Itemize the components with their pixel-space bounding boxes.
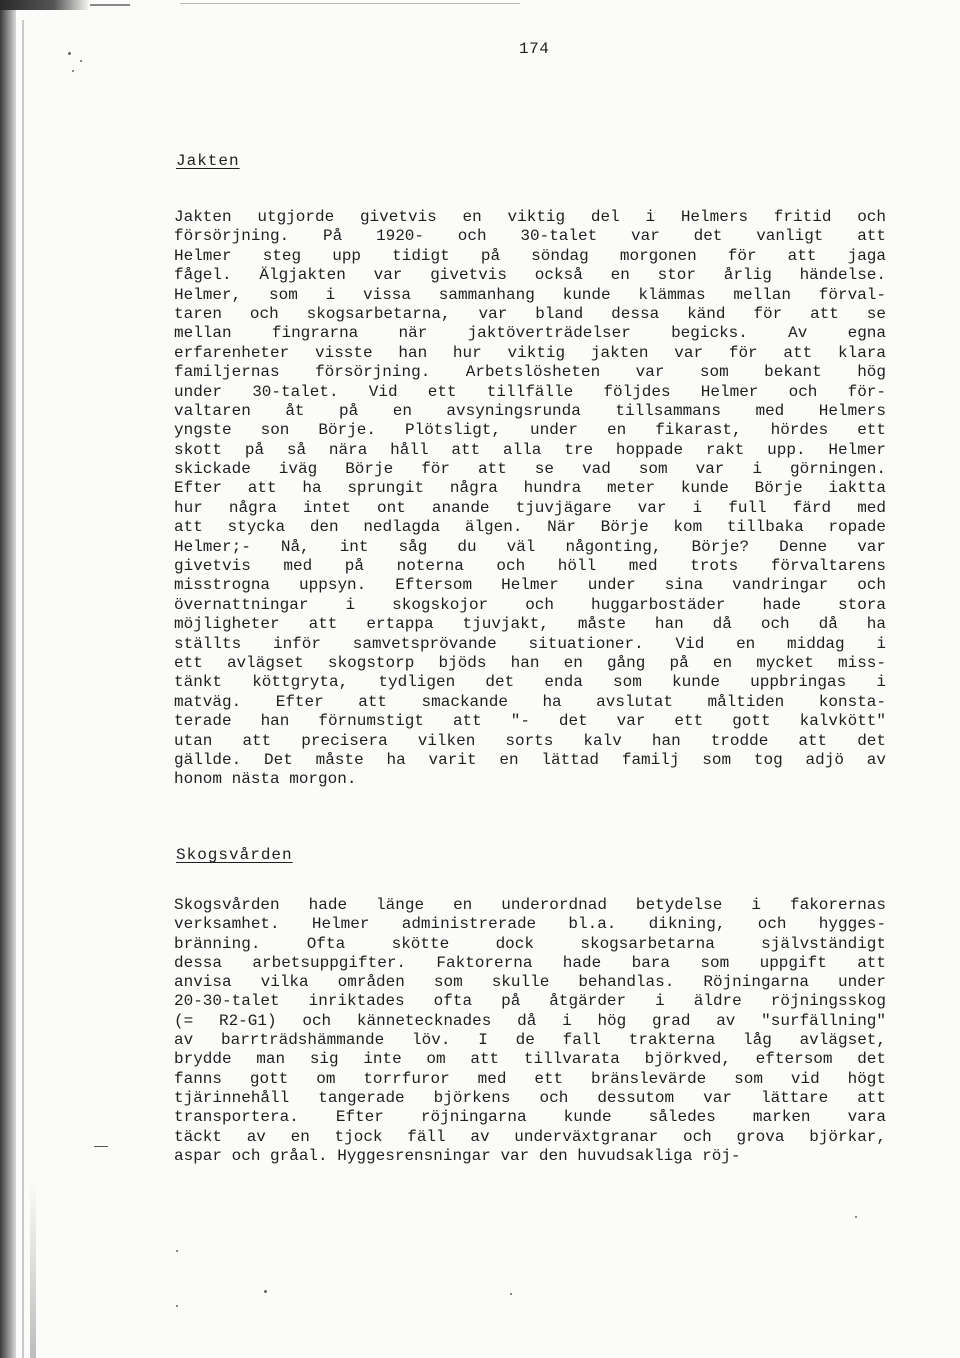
text-line: familjernas försörjning. Arbetslösheten var som bekant hög (174, 363, 886, 382)
scan-speck (510, 1293, 512, 1295)
section-body-skogsvarden (174, 896, 886, 1166)
text-line: hur några intet ont anande tjuvjägare var i full färd med (174, 498, 886, 517)
text-line: fågel. Älgjakten var givetvis också en stor årlig händelse. (174, 266, 886, 285)
scan-speck (176, 1305, 178, 1307)
text-line: Skogsvården hade länge en underordnad betydelse i fakorernas (174, 896, 886, 914)
text-line: matväg. Efter att smackande ha avslutat måltiden konsta- (174, 692, 886, 711)
section-heading-skogsvarden: Skogsvården (176, 846, 293, 864)
text-line: 20-30-talet inriktades ofta på åtgärder i äldre röjningsskog (174, 992, 886, 1011)
text-line: att stycka den nedlagda älgen. När Börje kom tillbaka ropade (174, 518, 886, 537)
text-line: skickade iväg Börje för att se vad som var i görningen. (174, 460, 886, 479)
text-line: fanns gott om torrfuror med ett bränslevärde som vid högt (174, 1069, 886, 1088)
text-line: mellan fingrarna när jaktöverträdelser begicks. Av egna (174, 324, 886, 343)
text-line: yngste son Börje. Plötsligt, under en fikarast, hördes ett (174, 421, 886, 440)
text-line: Jakten utgjorde givetvis en viktig del i Helmers fritid och (174, 208, 886, 226)
text-line: Efter att ha sprungit några hundra meter kunde Börje iaktta (174, 479, 886, 498)
text-line: Helmer, som i vissa sammanhang kunde klämmas mellan förval- (174, 285, 886, 304)
text-line: gällde. Det måste ha varit en lättad familj som tog adjö av (174, 750, 886, 769)
scan-speck (80, 60, 82, 62)
scan-line-left (22, 20, 24, 1358)
text-line: bränning. Ofta skötte dock skogsarbetarna självständigt (174, 934, 886, 953)
text-line: misstrogna uppsyn. Eftersom Helmer under sina vandringar och (174, 576, 886, 595)
text-line: täckt av en tjock fäll av underväxtgranar och grova björkar, (174, 1127, 886, 1146)
text-line: transportera. Efter röjningarna kunde således marken vara (174, 1108, 886, 1127)
section-body-jakten (174, 208, 886, 790)
text-line: av barrträdshämmande löv. I de fall trakterna låg avlägset, (174, 1031, 886, 1050)
text-line: givetvis med på noterna och höll med trots förvaltarens (174, 557, 886, 576)
text-line: valtaren åt på en avsyningsrunda tillsammans med Helmers (174, 401, 886, 420)
scan-line-top (180, 3, 520, 4)
margin-dash-mark (94, 1146, 108, 1147)
text-line: tänkt köttgryta, tydligen det enda som kunde uppbringas i (174, 673, 886, 692)
page-number: 174 (519, 40, 550, 58)
text-line: honom nästa morgon. (174, 770, 357, 789)
text-line: ett avlägset skogstorp bjöds han en gång på en mycket miss- (174, 653, 886, 672)
section-heading-jakten: Jakten (176, 152, 240, 170)
text-line: utan att precisera vilken sorts kalv han trodde att det (174, 731, 886, 750)
text-line: försörjning. På 1920- och 30-talet var det vanligt att (174, 227, 886, 246)
scan-speck (68, 52, 71, 55)
text-line: brydde man sig inte om att tillvarata björkved, eftersom det (174, 1050, 886, 1069)
scan-speck (176, 1250, 178, 1252)
text-line: aspar och gråal. Hyggesrensningar var den huvudsakliga röj- (174, 1146, 741, 1165)
text-line: dessa arbetsuppgifter. Faktorerna hade bara som uppgift att (174, 953, 886, 972)
text-line: (= R2-G1) och kännetecknades då i hög grad av "surfällning" (174, 1011, 886, 1030)
scan-speck (72, 70, 74, 72)
scan-shadow-left (0, 10, 16, 1358)
text-line: erfarenheter visste han hur viktig jakten var för att klara (174, 343, 886, 362)
text-line: terade han förnumstigt att "- det var ett gott kalvkött" (174, 712, 886, 731)
scan-shadow-top (0, 0, 90, 10)
scan-mark-top (90, 4, 130, 6)
text-line: skott på så nära håll att alla tre hoppade rakt upp. Helmer (174, 440, 886, 459)
text-line: ställts inför samvetsprövande situationer. Vid en middag i (174, 634, 886, 653)
text-line: tjärinnehåll tangerade björkens och dessutom var lättare att (174, 1088, 886, 1107)
text-line: taren och skogsarbetarna, var bland dessa känd för att se (174, 304, 886, 323)
text-line: Helmer steg upp tidigt på söndag morgonen för att jaga (174, 246, 886, 265)
text-line: möjligheter att ertappa tjuvjakt, måste han då och då ha (174, 615, 886, 634)
text-line: anvisa vilka områden som skulle behandlas. Röjningarna under (174, 973, 886, 992)
text-line: Helmer;- Nå, int såg du väl någonting, Börje? Denne var (174, 537, 886, 556)
text-line: verksamhet. Helmer administrerade bl.a. dikning, och hygges- (174, 915, 886, 934)
scan-speck (855, 1216, 857, 1218)
text-line: övernattningar i skogskojor och huggarbostäder hade stora (174, 595, 886, 614)
scan-shadow-bottom-left (30, 1180, 36, 1358)
scan-speck (264, 1290, 267, 1293)
text-line: under 30-talet. Vid ett tillfälle följdes Helmer och för- (174, 382, 886, 401)
